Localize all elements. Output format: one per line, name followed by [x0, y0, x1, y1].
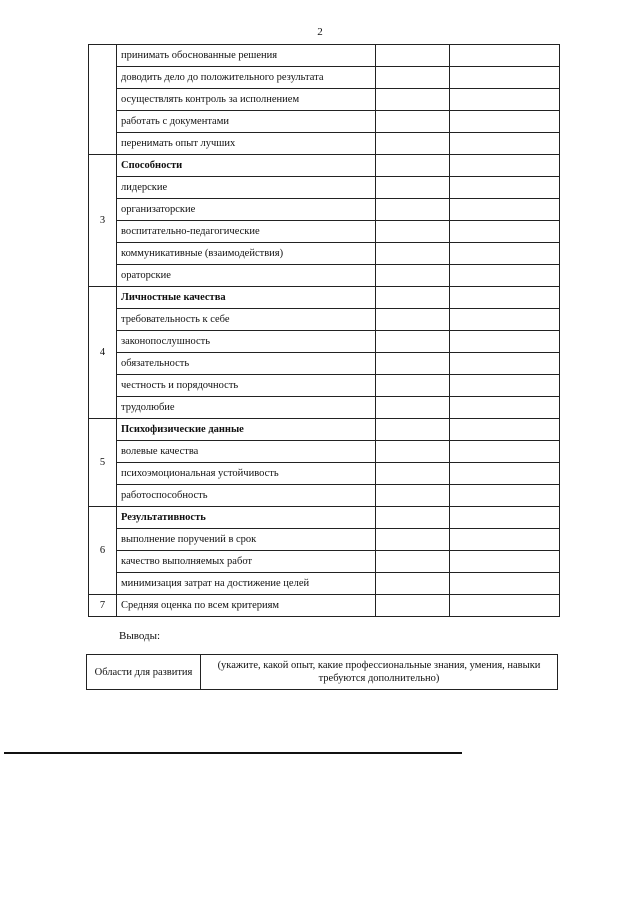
criterion-row: [89, 243, 560, 265]
section-heading-row: [89, 287, 560, 309]
score-cell[interactable]: [376, 111, 450, 133]
score-cell[interactable]: [376, 551, 450, 573]
rating-cell[interactable]: [450, 265, 560, 287]
rating-cell[interactable]: [450, 155, 560, 177]
criterion-row: [89, 375, 560, 397]
section-heading: Личностные качества: [117, 287, 376, 309]
criterion-label: обязательность: [117, 353, 376, 375]
criterion-label: Средняя оценка по всем критериям: [117, 595, 376, 617]
criterion-label: требовательность к себе: [117, 309, 376, 331]
criterion-label: минимизация затрат на достижение целей: [117, 573, 376, 595]
rating-cell[interactable]: [450, 331, 560, 353]
section-number: 3: [89, 155, 117, 287]
section-number: [89, 45, 117, 155]
section-number: 5: [89, 419, 117, 507]
score-cell[interactable]: [376, 221, 450, 243]
criterion-label: перенимать опыт лучших: [117, 133, 376, 155]
score-cell[interactable]: [376, 199, 450, 221]
criterion-row: [89, 397, 560, 419]
rating-cell[interactable]: [450, 221, 560, 243]
rating-cell[interactable]: [450, 133, 560, 155]
score-cell[interactable]: [376, 397, 450, 419]
criterion-label: волевые качества: [117, 441, 376, 463]
criterion-row: [89, 67, 560, 89]
criterion-label: психоэмоциональная устойчивость: [117, 463, 376, 485]
criterion-label: осуществлять контроль за исполнением: [117, 89, 376, 111]
rating-cell[interactable]: [450, 67, 560, 89]
criterion-row: [89, 551, 560, 573]
criterion-label: честность и порядочность: [117, 375, 376, 397]
criterion-label: лидерские: [117, 177, 376, 199]
rating-cell[interactable]: [450, 177, 560, 199]
score-cell[interactable]: [376, 529, 450, 551]
criterion-label: доводить дело до положительного результата: [117, 67, 376, 89]
score-cell[interactable]: [376, 309, 450, 331]
section-number: 4: [89, 287, 117, 419]
score-cell[interactable]: [376, 573, 450, 595]
criterion-label: трудолюбие: [117, 397, 376, 419]
section-heading-row: [89, 507, 560, 529]
page-number: 2: [317, 26, 323, 38]
footer-rule: [4, 752, 462, 754]
score-cell[interactable]: [376, 331, 450, 353]
criterion-row: [89, 573, 560, 595]
criterion-row: [89, 111, 560, 133]
criterion-row: [89, 177, 560, 199]
rating-cell[interactable]: [450, 199, 560, 221]
criterion-row: [89, 221, 560, 243]
criterion-label: принимать обоснованные решения: [117, 45, 376, 67]
development-areas-row: [87, 655, 558, 690]
criterion-row: [89, 529, 560, 551]
assessment-table: [88, 44, 560, 617]
criterion-label: законопослушность: [117, 331, 376, 353]
score-cell[interactable]: [376, 485, 450, 507]
score-cell[interactable]: [376, 155, 450, 177]
rating-cell[interactable]: [450, 375, 560, 397]
score-cell[interactable]: [376, 243, 450, 265]
conclusions-label: Выводы:: [119, 630, 161, 642]
criterion-row: [89, 45, 560, 67]
development-areas-hint[interactable]: (укажите, какой опыт, какие профессиональные знания, умения, навыки требуются дополнительно): [201, 655, 558, 690]
rating-cell[interactable]: [450, 573, 560, 595]
rating-cell[interactable]: [450, 353, 560, 375]
rating-cell[interactable]: [450, 463, 560, 485]
rating-cell[interactable]: [450, 309, 560, 331]
criterion-label: коммуникативные (взаимодействия): [117, 243, 376, 265]
assessment-table-body: [89, 45, 560, 617]
section-heading: Результативность: [117, 507, 376, 529]
criterion-label: ораторские: [117, 265, 376, 287]
section-heading: Способности: [117, 155, 376, 177]
development-areas-label: Области для развития: [87, 655, 201, 690]
criterion-row: [89, 89, 560, 111]
rating-cell[interactable]: [450, 551, 560, 573]
score-cell[interactable]: [376, 507, 450, 529]
score-cell[interactable]: [376, 265, 450, 287]
score-cell[interactable]: [376, 419, 450, 441]
score-cell[interactable]: [376, 353, 450, 375]
rating-cell[interactable]: [450, 485, 560, 507]
criterion-label: работать с документами: [117, 111, 376, 133]
criterion-row: [89, 441, 560, 463]
criterion-row: [89, 133, 560, 155]
score-cell[interactable]: [376, 133, 450, 155]
score-cell[interactable]: [376, 177, 450, 199]
score-cell[interactable]: [376, 595, 450, 617]
criterion-label: качество выполняемых работ: [117, 551, 376, 573]
criterion-row: [89, 309, 560, 331]
rating-cell[interactable]: [450, 45, 560, 67]
score-cell[interactable]: [376, 463, 450, 485]
criterion-label: организаторские: [117, 199, 376, 221]
criterion-row: [89, 199, 560, 221]
rating-cell[interactable]: [450, 287, 560, 309]
rating-cell[interactable]: [450, 595, 560, 617]
rating-cell[interactable]: [450, 89, 560, 111]
rating-cell[interactable]: [450, 397, 560, 419]
criterion-row: [89, 353, 560, 375]
development-areas-table: [86, 654, 558, 690]
score-cell[interactable]: [376, 375, 450, 397]
score-cell[interactable]: [376, 441, 450, 463]
section-number: 6: [89, 507, 117, 595]
criterion-row: [89, 331, 560, 353]
score-cell[interactable]: [376, 67, 450, 89]
section-heading-row: [89, 419, 560, 441]
criterion-row: [89, 463, 560, 485]
section-number: 7: [89, 595, 117, 617]
rating-cell[interactable]: [450, 419, 560, 441]
criterion-label: воспитательно-педагогические: [117, 221, 376, 243]
criterion-row: [89, 595, 560, 617]
rating-cell[interactable]: [450, 111, 560, 133]
criterion-row: [89, 485, 560, 507]
rating-cell[interactable]: [450, 507, 560, 529]
criterion-row: [89, 265, 560, 287]
section-heading-row: [89, 155, 560, 177]
rating-cell[interactable]: [450, 441, 560, 463]
rating-cell[interactable]: [450, 529, 560, 551]
score-cell[interactable]: [376, 45, 450, 67]
score-cell[interactable]: [376, 287, 450, 309]
rating-cell[interactable]: [450, 243, 560, 265]
criterion-label: выполнение поручений в срок: [117, 529, 376, 551]
score-cell[interactable]: [376, 89, 450, 111]
section-heading: Психофизические данные: [117, 419, 376, 441]
criterion-label: работоспособность: [117, 485, 376, 507]
